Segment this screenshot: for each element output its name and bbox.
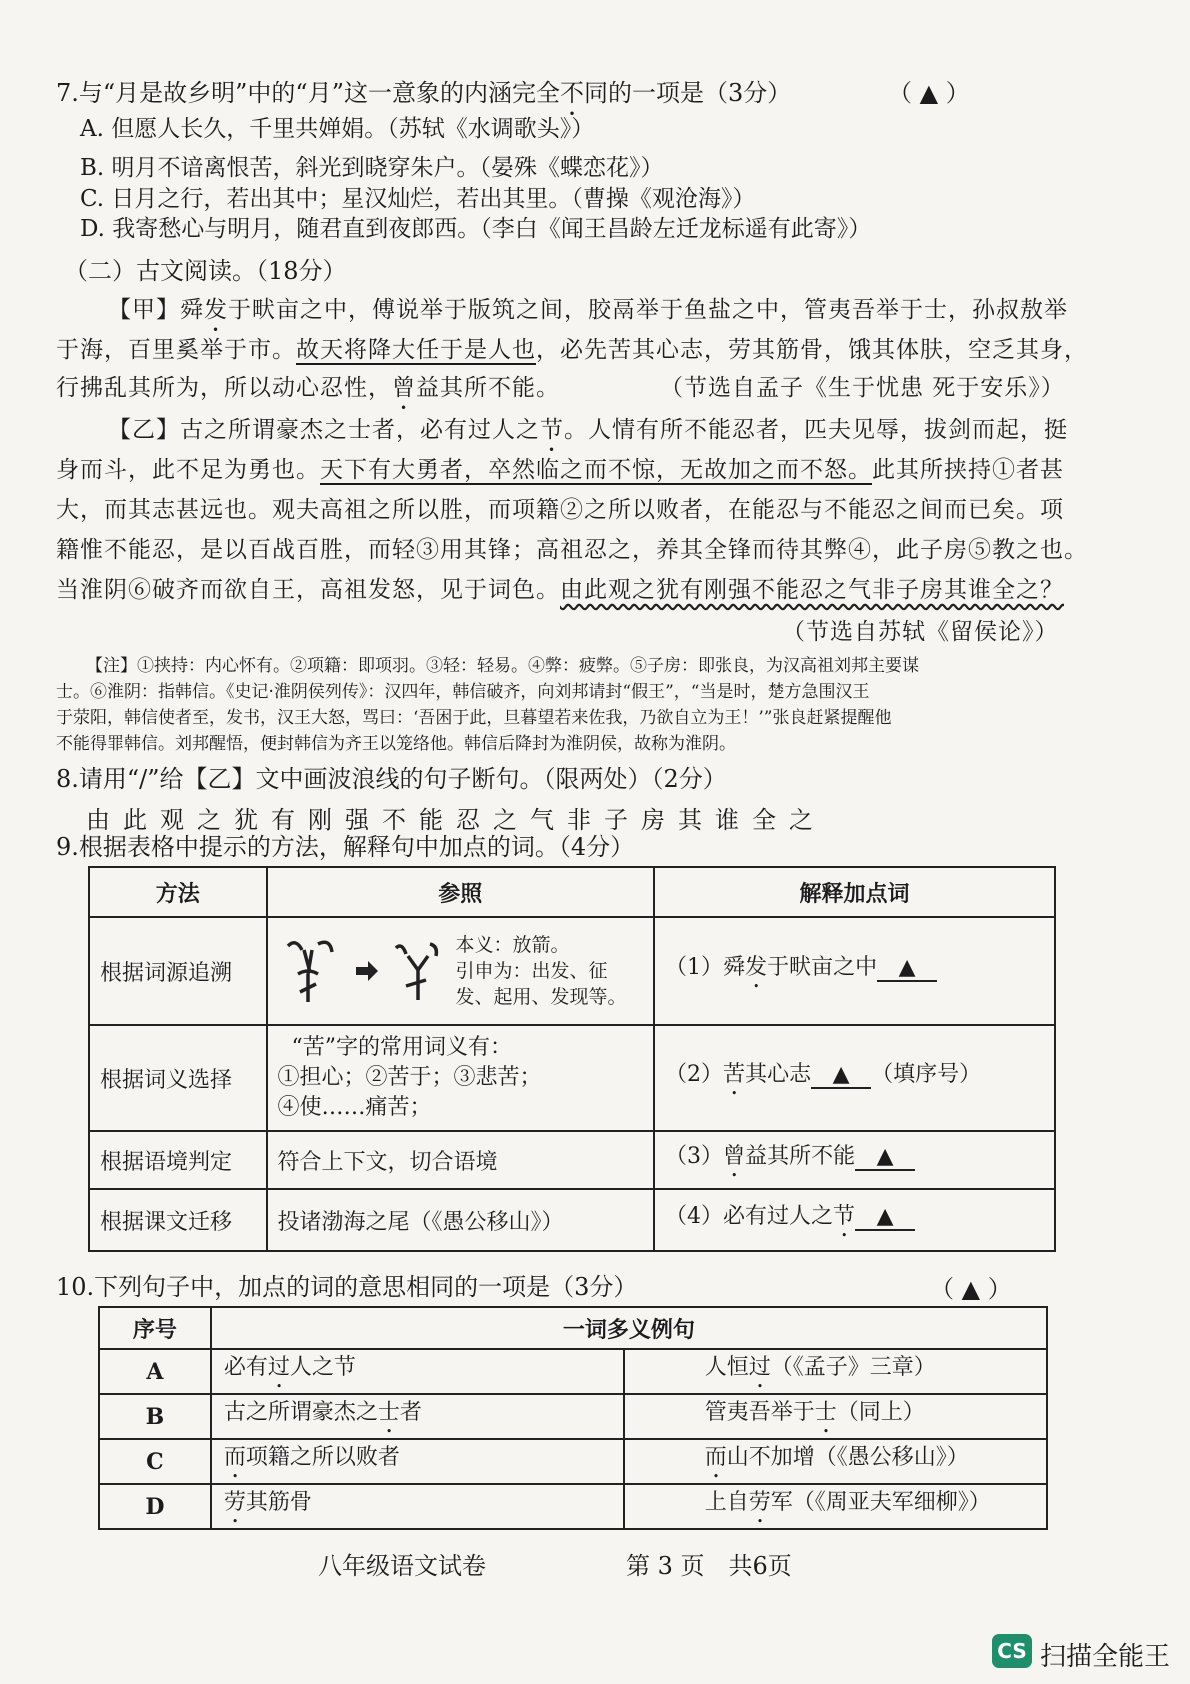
yi-line-4: 籍惟不能忍，是以百战百胜，而轻③用其锋；高祖忍之，养其全锋而待其弊④，此子房⑤教之也。 [56,537,1088,563]
q10-row-id: D [99,1484,211,1529]
answer-blank[interactable]: ▲ [811,1062,871,1089]
q9-ref-line: “苦”字的常用词义有： [291,1035,513,1060]
yi-line-5: 当淮阴⑥破齐而欲自王，高祖发怒，见于词色。由此观之犹有刚强不能忍之气非子房其谁全之？ [56,577,1064,603]
jia-line-1: 【甲】舜发于畎亩之中，傅说举于版筑之间，胶鬲举于鱼盐之中，管夷吾举于士，孙叔敖举 [108,297,1068,323]
section2-title: （二）古文阅读。（18分） [64,257,347,285]
answer-blank[interactable]: ▲ [855,1144,915,1171]
q9-header-explain: 解释加点词 [654,867,1055,917]
camscanner-logo-icon: CS [992,1634,1032,1668]
q9-stem: 9.根据表格中提示的方法，解释句中加点的词。（4分） [56,833,635,861]
q7-answer-blank: （ ▲ ） [888,79,970,107]
table-row [99,1439,1047,1484]
note-line-2: 士。⑥淮阴：指韩信。《史记·淮阴侯列传》：汉四年，韩信破齐，向刘邦请封“假王”，“当是时，楚方急围汉王 [56,682,870,702]
bronze-fa-glyph-icon [390,934,446,1008]
q9-ref-line: ④使……痛苦； [277,1095,432,1120]
q10-right-example: 管夷吾举于士（同上） [624,1394,1047,1439]
q9-header-row [89,867,1055,917]
q10-row-id: C [99,1439,211,1484]
q9-reference-cell: 投诸渤海之尾（《愚公移山》） [267,1189,655,1251]
q9-method-cell: 根据词义选择 [89,1025,267,1131]
q10-left-example: 而项籍之所以败者 [211,1439,624,1484]
table-row [99,1349,1047,1394]
q9-question-cell: （3）曾益其所不能 ▲ [654,1131,1055,1189]
yi-line-3: 大，而其志甚远也。观夫高祖之所以胜，而项籍②之所以败者，在能忍与不能忍之间而已矣。项 [56,497,1064,523]
table-row [99,1394,1047,1439]
q10-table [98,1306,1048,1530]
answer-blank[interactable]: ▲ [877,955,937,982]
q9-question-cell: （4）必有过人之节 ▲ [654,1189,1055,1251]
q9-ref-line: 发、起用、发现等。 [455,986,627,1008]
table-row [89,917,1055,1025]
q10-right-example: 人恒过（《孟子》三章） [624,1349,1047,1394]
note-line-3: 于荥阳，韩信使者至，发书，汉王大怒，骂曰：‘吾困于此，旦暮望若来佐我，乃欲自立为王！’”张良赶紧提醒他 [56,708,892,728]
q7-option-c: C. 日月之行，若出其中；星汉灿烂，若出其里。（曹操《观沧海》） [80,186,756,212]
q10-header-id: 序号 [99,1307,211,1349]
q10-row-id: B [99,1394,211,1439]
table-row [89,1131,1055,1189]
q9-question-cell: （1）舜发于畎亩之中 ▲ [654,917,1055,1025]
q10-left-example: 劳其筋骨 [211,1484,624,1529]
q9-ref-line: ①担心；②苦于；③悲苦； [277,1065,542,1090]
q10-left-example: 古之所谓豪杰之士者 [211,1394,624,1439]
q8-stem: 8.请用“/”给【乙】文中画波浪线的句子断句。（限两处）（2分） [56,765,727,793]
q9-method-cell: 根据语境判定 [89,1131,267,1189]
q10-right-example: 上自劳军（《周亚夫军细柳》） [624,1484,1047,1529]
q9-ref-line: 引申为：出发、征 [455,960,608,982]
q10-stem: 10.下列句子中，加点的词的意思相同的一项是（3分） [56,1273,638,1301]
yi-line-2: 身而斗，此不足为勇也。天下有大勇者，卒然临之而不惊，无故加之而不怒。此其所挟持①者甚 [56,457,1064,483]
q10-header-examples: 一词多义例句 [211,1307,1047,1349]
q7-option-d: D. 我寄愁心与明月，随君直到夜郎西。（李白《闻王昌龄左迁龙标遥有此寄》） [80,216,872,242]
note-line-1: 【注】①挟持：内心怀有。②项籍：即项羽。③轻：轻易。④弊：疲弊。⑤子房：即张良，为汉高祖刘邦主要谋 [86,656,919,676]
q9-method-cell: 根据词源追溯 [89,917,267,1025]
arrow-right-icon [354,958,380,984]
q9-header-method: 方法 [89,867,267,917]
answer-blank[interactable]: ▲ [855,1204,915,1231]
q7-stem: 7.与“月是故乡明”中的“月”这一意象的内涵完全不同的一项是（3分） [56,79,792,107]
q10-left-example: 必有过人之节 [211,1349,624,1394]
q9-method-cell: 根据课文迁移 [89,1189,267,1251]
q9-header-reference: 参照 [267,867,655,917]
camscanner-watermark-text: 扫描全能王 [1040,1642,1171,1672]
jia-line-3: 行拂乱其所为，所以动心忍性，曾益其所不能。 [56,375,560,401]
q9-table [88,866,1056,1252]
q7-option-a: A. 但愿人长久，千里共婵娟。（苏轼《水调歌头》） [80,116,595,142]
q9-ref-line: 本义：放箭。 [455,934,570,956]
table-row [89,1025,1055,1131]
q10-answer-blank: （ ▲ ） [930,1275,1012,1303]
q9-question-cell: （2）苦其心志 ▲ （填序号） [654,1025,1055,1131]
yi-source: （节选自苏轼《留侯论》） [782,619,1059,645]
table-row [99,1484,1047,1529]
q8-sentence: 由此观之犹有刚强不能忍之气非子房其谁全之 [86,806,826,834]
table-row [89,1189,1055,1251]
q10-header-row [99,1307,1047,1349]
q10-row-id: A [99,1349,211,1394]
yi-line-1: 【乙】古之所谓豪杰之士者，必有过人之节。人情有所不能忍者，匹夫见辱，拔剑而起，挺 [108,417,1068,443]
oracle-fa-glyph-icon [278,934,344,1008]
note-line-4: 不能得罪韩信。刘邦醒悟，便封韩信为齐王以笼络他。韩信后降封为淮阴侯，故称为淮阴。 [56,734,736,754]
footer-page-number: 第 3 页 共6页 [626,1552,792,1580]
jia-line-2: 于海，百里奚举于市。故天将降大任于是人也，必先苦其心志，劳其筋骨，饿其体肤，空乏其身， [56,337,1088,363]
q10-right-example: 而山不加增（《愚公移山》） [624,1439,1047,1484]
q7-option-b: B. 明月不谙离恨苦，斜光到晓穿朱户。（晏殊《蝶恋花》） [80,155,664,181]
footer-exam-title: 八年级语文试卷 [318,1552,486,1580]
q9-reference-cell [267,917,655,1025]
jia-source: （节选自孟子《生于忧患 死于安乐》） [660,375,1065,401]
q9-reference-cell: 符合上下文，切合语境 [267,1131,655,1189]
q9-reference-cell [267,1025,655,1131]
